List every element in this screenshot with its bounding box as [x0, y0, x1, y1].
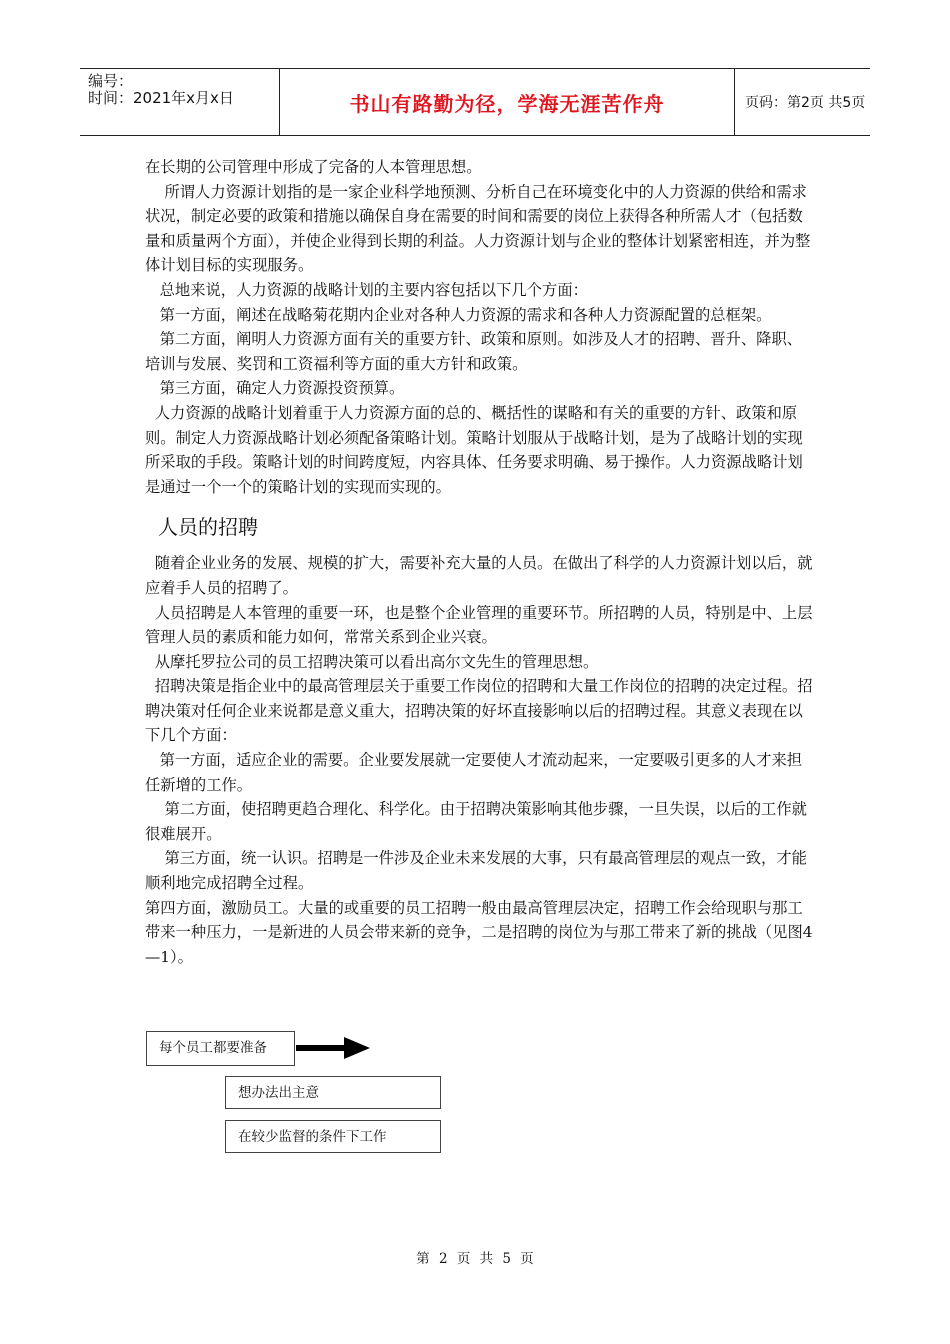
- body-paragraph: 人员招聘是人本管理的重要一环，也是整个企业管理的重要环节。所招聘的人员，特别是中、上层管理人员的素质和能力如何，常常关系到企业兴衰。: [145, 603, 813, 647]
- body-paragraph: 第四方面，激励员工。大量的或重要的员工招聘一般由最高管理层决定，招聘工作会给现职与那工带来一种压力，一是新进的人员会带来新的竞争，二是招聘的岗位为与那工带来了新的挑战（见图4—1）。: [145, 898, 813, 966]
- body-paragraph: 所谓人力资源计划指的是一家企业科学地预测、分析自己在环境变化中的人力资源的供给和需求状况，制定必要的政策和措施以确保自身在需要的时间和需要的岗位上获得各种所需人才（包括数量和质量两个方面），并使企业得到长期的利益。人力资源计划与企业的整体计划紧密相连，并为整体计划目标的实现服务。: [145, 182, 811, 275]
- body-paragraph: 招聘决策是指企业中的最高管理层关于重要工作岗位的招聘和大量工作岗位的招聘的决定过程。招聘决策对任何企业来说都是意义重大，招聘决策的好坏直接影响以后的招聘过程。其意义表现在以下几个方面：: [145, 677, 813, 745]
- figure-box-prepare: 每个员工都要准备: [146, 1031, 295, 1066]
- header-left-cell: [80, 69, 280, 135]
- body-paragraph: 从摩托罗拉公司的员工招聘决策可以看出高尔文先生的管理思想。: [145, 652, 599, 671]
- body-paragraph: 随着企业业务的发展、规模的扩大，需要补充大量的人员。在做出了科学的人力资源计划以后，就应着手人员的招聘了。: [145, 554, 813, 597]
- figure-box-ideas: 想办法出主意: [225, 1076, 441, 1109]
- section-heading: 人员的招聘: [158, 515, 258, 540]
- header-middle-cell: [280, 69, 735, 135]
- body-paragraph: 人力资源的战略计划着重于人力资源方面的总的、概括性的谋略和有关的重要的方针、政策和原则。制定人力资源战略计划必须配备策略计划。策略计划服从于战略计划，是为了战略计划的实现所采取的手段。策略计划的时间跨度短，内容具体、任务要求明确、易于操作。人力资源战略计划是通过一个一个的策略计划的实现而实现的。: [145, 403, 803, 496]
- figure-box-less-supervision: 在较少监督的条件下工作: [225, 1120, 441, 1153]
- header-motto: 书山有路勤为径，学海无涯苦作舟: [349, 91, 665, 116]
- right-arrow-icon: [296, 1036, 374, 1060]
- page-footer: 第 2 页 共 5 页: [416, 1251, 534, 1267]
- body-paragraph: 第二方面，阐明人力资源方面有关的重要方针、政策和原则。如涉及人才的招聘、晋升、降职、培训与发展、奖罚和工资福利等方面的重大方针和政策。: [145, 330, 803, 373]
- body-paragraph: 第三方面，统一认识。招聘是一件涉及企业未来发展的大事，只有最高管理层的观点一致，才能顺利地完成招聘全过程。: [145, 849, 807, 893]
- header-page-indicator: 页码：第2页 共5页: [745, 95, 866, 111]
- document-body: [145, 155, 815, 969]
- body-paragraph: 总地来说，人力资源的战略计划的主要内容包括以下几个方面：: [145, 280, 588, 299]
- body-paragraph: 第三方面，确定人力资源投资预算。: [145, 379, 405, 398]
- body-paragraph: 第二方面，使招聘更趋合理化、科学化。由于招聘决策影响其他步骤，一旦失误，以后的工作就很难展开。: [145, 800, 807, 843]
- body-paragraph: 在长期的公司管理中形成了完备的人本管理思想。: [145, 158, 482, 176]
- document-date-label: 时间：2021年x月x日: [88, 89, 234, 107]
- page-header: [80, 68, 870, 136]
- body-paragraph: 第一方面，阐述在战略菊花期内企业对各种人力资源的需求和各种人力资源配置的总框架。: [145, 305, 772, 324]
- header-right-cell: [735, 69, 870, 135]
- document-number-label: 编号：: [88, 72, 134, 90]
- body-paragraph: 第一方面，适应企业的需要。企业要发展就一定要使人才流动起来，一定要吸引更多的人才来担任新增的工作。: [145, 751, 803, 794]
